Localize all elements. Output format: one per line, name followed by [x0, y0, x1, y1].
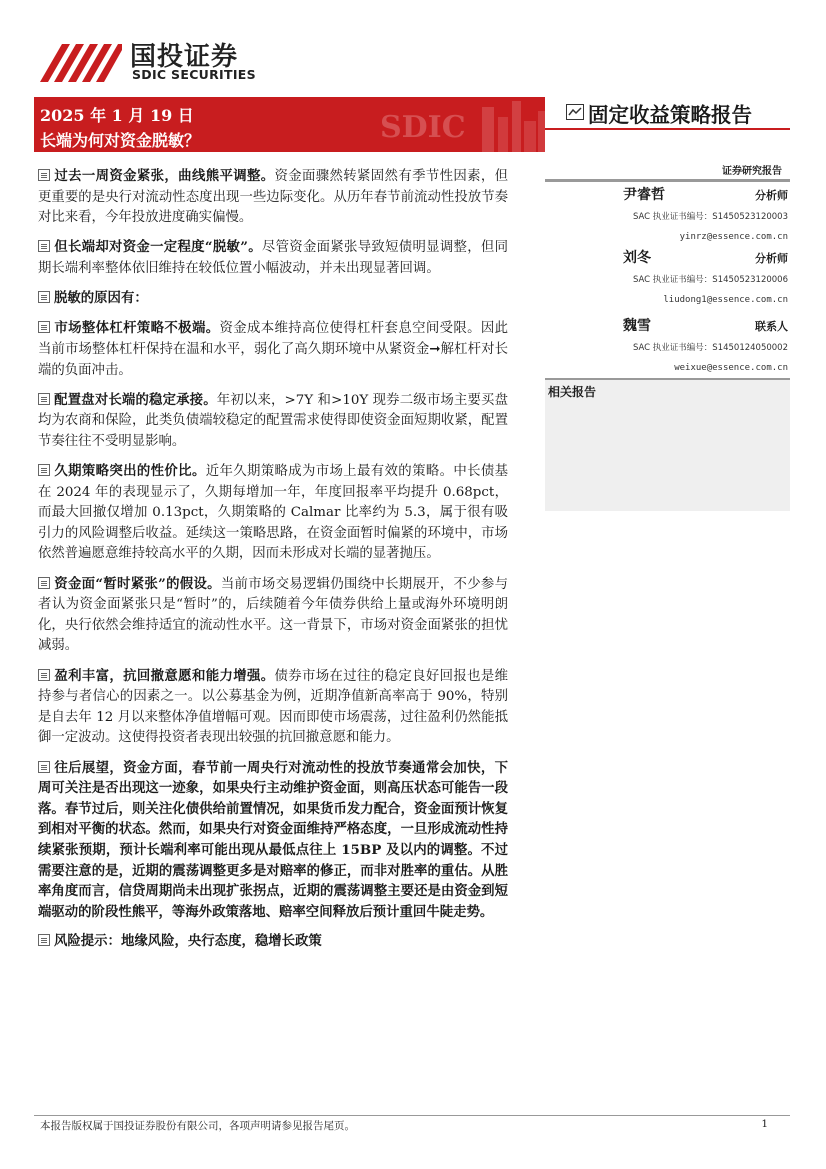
analyst-email[interactable]: liudong1@essence.com.cn — [663, 295, 788, 305]
related-reports-box — [545, 380, 790, 511]
list-bullet-icon — [38, 464, 50, 476]
analyst-card — [545, 184, 790, 254]
summary-paragraph — [38, 288, 508, 310]
related-reports-title: 相关报告 — [548, 385, 597, 399]
report-body — [38, 166, 508, 961]
summary-paragraph — [38, 574, 508, 657]
sdic-building-watermark-icon — [374, 97, 545, 152]
list-bullet-icon — [38, 577, 50, 589]
paragraph-lead: 配置盘对长端的稳定承接。 — [54, 391, 217, 408]
analyst-name: 魏雪 — [623, 318, 651, 334]
paragraph-text: 资金面骤然转紧固然有季节性因素，但更重要的是央行对流动性态度出现一些边际变化。从历年春节前流动性投放节奏对比来看，今年投放进度确实偏慢。 — [38, 169, 509, 226]
title-banner — [34, 97, 545, 152]
report-title: 长端为何对资金脱敏？ — [40, 131, 201, 150]
analyst-sac-number: SAC 执业证书编号：S1450523120003 — [632, 212, 788, 222]
logo-chinese-name: 国投证券 — [130, 42, 239, 72]
footer-disclaimer: 本报告版权属于国投证券股份有限公司，各项声明请参见报告尾页。 — [40, 1120, 355, 1132]
list-bullet-icon — [38, 934, 50, 946]
category-divider — [545, 179, 790, 182]
paragraph-lead: 久期策略突出的性价比。 — [54, 463, 206, 480]
analyst-role: 联系人 — [755, 320, 788, 333]
list-bullet-icon — [38, 321, 50, 333]
chart-line-icon — [566, 104, 584, 120]
list-bullet-icon — [38, 169, 50, 181]
list-bullet-icon — [38, 669, 50, 681]
paragraph-text: 资金成本维持高位使得杠杆套息空间受限。因此当前市场整体杠杆保持在温和水平，弱化了高久期环境中从紧资金➞解杠杆对长端的负面冲击。 — [38, 321, 509, 378]
report-type-label: 固定收益策略报告 — [588, 103, 752, 127]
paragraph-lead: 市场整体杠杆策略不极端。 — [54, 320, 220, 337]
report-type — [566, 98, 790, 128]
analyst-email[interactable]: weixue@essence.com.cn — [674, 363, 788, 373]
paragraph-text: 年初以来，>7Y 和>10Y 现券二级市场主要买盘均为农商和保险，此类负债端较稳定的配置需求使得即使资金面短期收紧，配置节奏往往不受明显影响。 — [38, 392, 508, 449]
document-category: 证券研究报告 — [722, 166, 782, 177]
paragraph-lead: 往后展望，资金方面，春节前一周央行对流动性的投放节奏通常会加快，下周可关注是否出现这一迹象，如果央行主动维护资金面，则高压状态可能告一段落。春节过后，则关注化债供给前置情况，如果货币发力配合，资金面预计恢复到相对平衡的状态。然而，如果央行对资金面维持严格态度，一旦形成流动性持续紧张预期，预计长端利率可能出现从最低点往上 15BP 及以内的调整。不过需要注意的是，近期的震荡调整更多是对赔率的修正，而非对胜率的重估。从胜率角度而言，信贷周期尚未出现扩张拐点，近期的震荡调整主要还是由资金到短端驱动的阶段性熊平，等海外政策落地、赔率空间释放后预计重回牛陡走势。 — [38, 759, 508, 920]
summary-paragraph — [38, 666, 508, 749]
paragraph-text: 债券市场在过往的稳定良好回报也是维持参与者信心的因素之一。以公募基金为例，近期净值新高率高于 90%，特别是自去年 12 月以来整体净值增幅可观。因而即使市场震荡，过往盈利仍然能抵御一定波动。这使得投资者表现出较强的抗回撤意愿和能力。 — [38, 668, 509, 746]
paragraph-text: 近年久期策略成为市场上最有效的策略。中长债基在 2024 年的表现显示了，久期每增加一年，年度回报率平均提升 0.68pct，而最大回撤仅增加 0.13pct，久期策略的 Calmar 比率约为 5.3，属于很有吸引力的风险调整后收益。延续这一策略思路，在资金面暂时偏紧的环境中，市场依然普遍愿意维持较高水平的久期，因而未形成对长端的显著抛压。 — [38, 464, 509, 562]
list-bullet-icon — [38, 761, 50, 773]
footer-divider — [34, 1115, 790, 1116]
summary-paragraph — [38, 461, 508, 565]
list-bullet-icon — [38, 291, 50, 303]
analyst-name: 尹睿哲 — [623, 187, 665, 203]
list-bullet-icon — [38, 240, 50, 252]
analyst-card — [545, 315, 790, 385]
paragraph-text: 当前市场交易逻辑仍围绕中长期展开，不少参与者认为资金面紧张只是“暂时”的，后续随着今年债券供给上量或海外环境明朗化，央行依然会维持适宜的流动性水平。这一背景下，市场对资金面紧张的担忧减弱。 — [38, 576, 508, 654]
analyst-role: 分析师 — [755, 252, 788, 265]
logo-english-name: SDIC SECURITIES — [132, 67, 256, 82]
paragraph-text: 尽管资金面紧张导致短债明显调整，但同期长端利率整体依旧维持在较低位置小幅波动，并未出现显著回调。 — [38, 240, 508, 276]
sdic-logo-icon — [40, 36, 122, 82]
analyst-card — [545, 247, 790, 317]
paragraph-lead: 盈利丰富，抗回撤意愿和能力增强。 — [54, 667, 275, 684]
paragraph-lead: 资金面“暂时紧张”的假设。 — [54, 575, 221, 592]
paragraph-lead: 过去一周资金紧张，曲线熊平调整。 — [54, 168, 275, 184]
paragraph-lead: 风险提示：地缘风险，央行态度，稳增长政策 — [54, 932, 322, 949]
page-number: 1 — [761, 1118, 768, 1130]
analyst-name: 刘冬 — [623, 250, 651, 266]
company-logo — [40, 36, 270, 84]
svg-text:SDIC: SDIC — [380, 110, 466, 145]
summary-paragraph — [38, 237, 508, 279]
outlook-paragraph — [38, 758, 508, 923]
analyst-role: 分析师 — [755, 189, 788, 202]
analyst-sac-number: SAC 执业证书编号：S1450523120006 — [632, 275, 788, 285]
paragraph-lead: 但长端却对资金一定程度“脱敏”。 — [54, 239, 262, 256]
report-type-divider — [545, 128, 790, 130]
paragraph-lead: 脱敏的原因有： — [54, 290, 148, 307]
analyst-email[interactable]: yinrz@essence.com.cn — [679, 232, 788, 242]
summary-paragraph — [38, 390, 508, 453]
summary-paragraph — [38, 318, 508, 381]
report-date: 2025 年 1 月 19 日 — [40, 106, 194, 125]
list-bullet-icon — [38, 393, 50, 405]
risk-warning-paragraph — [38, 931, 508, 953]
summary-paragraph — [38, 166, 508, 229]
analyst-sac-number: SAC 执业证书编号：S1450124050002 — [632, 343, 788, 353]
